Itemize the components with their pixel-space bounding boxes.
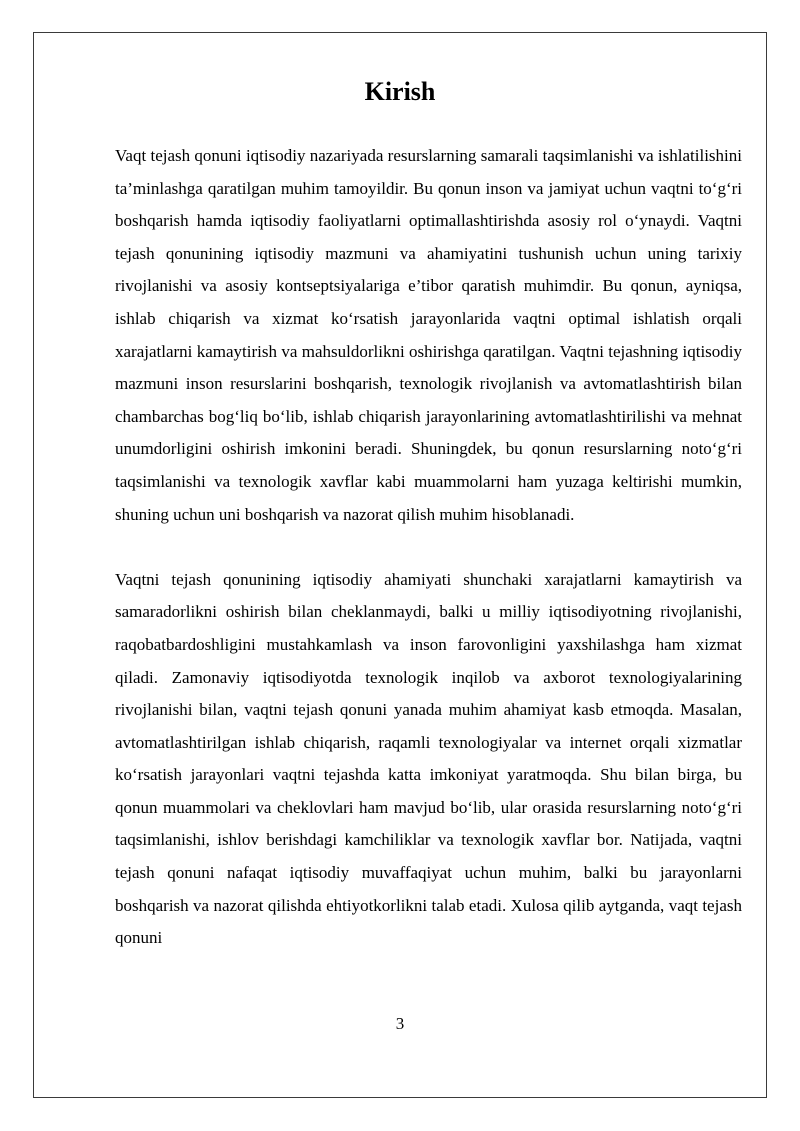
page-number: 3: [395, 1014, 405, 1033]
document-body: [115, 140, 742, 955]
paragraph-2: Vaqtni tejash qonunining iqtisodiy ahamiyati shunchaki xarajatlarni kamaytirish va samaradorlikni oshirish bilan cheklanmaydi, balki u milliy iqtisodiyotning rivojlanishi, raqobatbardoshligini mustahkamlash va inson farovonligini yaxshilashga ham xizmat qiladi. Zamonaviy iqtisodiyotda texnologik inqilob va axborot texnologiyalarining rivojlanishi bilan, vaqtni tejash qonuni yanada muhim ahamiyat kasb etmoqda. Masalan, avtomatlashtirilgan ishlab chiqarish, raqamli texnologiyalar va internet orqali xizmatlar ko‘rsatish jarayonlari vaqtni tejashda katta imkoniyat yaratmoqda. Shu bilan birga, bu qonun muammolari va cheklovlari ham mavjud bo‘lib, ular orasida resurslarning noto‘g‘ri taqsimlanishi, ishlov berishdagi kamchiliklar va texnologik xavflar bor. Natijada, vaqtni tejash qonuni nafaqat iqtisodiy muvaffaqiyat uchun muhim, balki bu jarayonlarni boshqarish va nazorat qilishda ehtiyotkorlikni talab etadi. Xulosa qilib aytganda, vaqt tejash qonuni: [115, 569, 742, 948]
paragraph-1: Vaqt tejash qonuni iqtisodiy nazariyada resurslarning samarali taqsimlanishi va ishlatilishini ta’minlashga qaratilgan muhim tamoyildir. Bu qonun inson va jamiyat uchun vaqtni to‘g‘ri boshqarish hamda iqtisodiy faoliyatlarni optimallashtirishda asosiy rol o‘ynaydi. Vaqtni tejash qonunining iqtisodiy mazmuni va ahamiyatini tushunish uchun uning tarixiy rivojlanishi va asosiy kontseptsiyalariga e’tibor qaratish muhimdir. Bu qonun, ayniqsa, ishlab chiqarish va xizmat ko‘rsatish jarayonlarida vaqtni optimal ishlatish orqali xarajatlarni kamaytirish va mahsuldorlikni oshirishga qaratilgan. Vaqtni tejashning iqtisodiy mazmuni inson resurslarini boshqarish, texnologik rivojlanish va avtomatlashtirish bilan chambarchas bog‘liq bo‘lib, ishlab chiqarish jarayonlarining avtomatlashtirilishi va mehnat unumdorligini oshirish imkonini beradi. Shuningdek, bu qonun resurslarning noto‘g‘ri taqsimlanishi va texnologik xavflar kabi muammolarni ham yuzaga keltirishi mumkin, shuning uchun uni boshqarish va nazorat qilish muhim hisoblanadi.: [115, 146, 742, 524]
page-title: Kirish: [364, 77, 436, 106]
